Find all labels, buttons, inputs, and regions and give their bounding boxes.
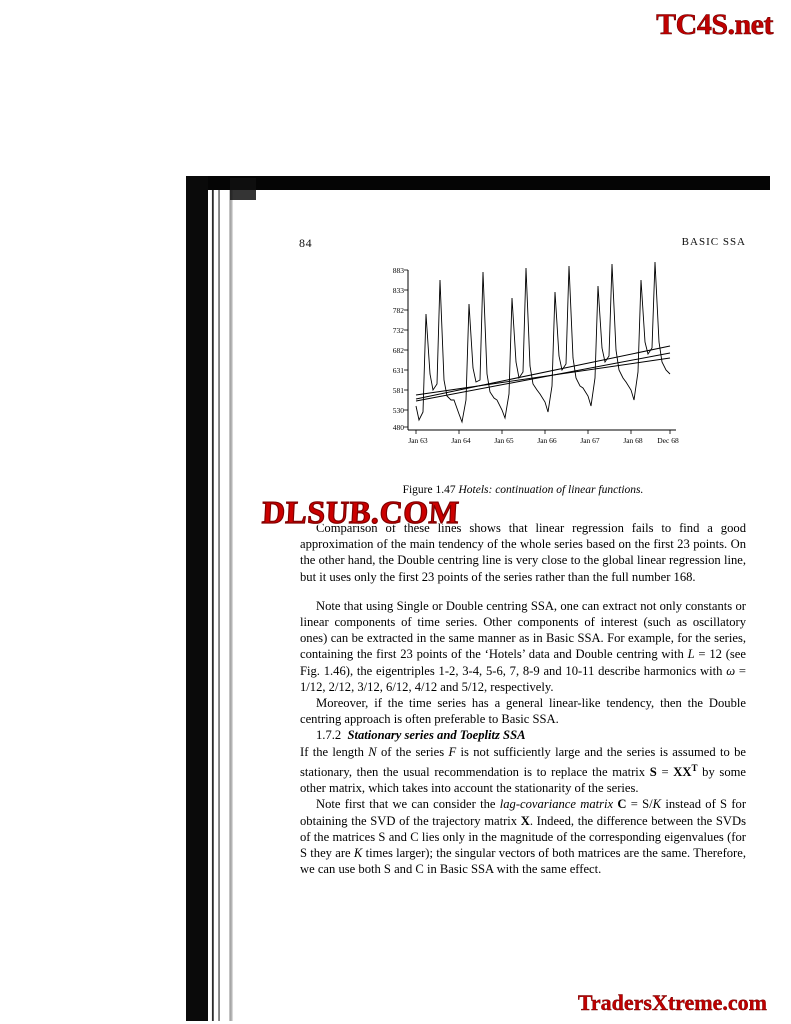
symbol-K: K: [652, 797, 662, 812]
svg-text:Dec 68: Dec 68: [657, 436, 679, 445]
symbol-XX: XX: [673, 765, 692, 780]
paragraph-5-part-2: = S/: [626, 797, 653, 812]
paragraph-5-part-5: times larger); the singular vectors of both matrices are the same. Therefore, we can use both S and C in Basic SSA with the same effect.: [300, 846, 746, 877]
paragraph-4-part-1: If the length: [300, 744, 369, 759]
symbol-X: X: [520, 813, 530, 828]
paragraph-4-part-4: by some other matrix, which takes into account the stationarity of the series.: [300, 765, 746, 796]
symbol-F: F: [448, 744, 457, 759]
svg-text:631: 631: [392, 366, 404, 375]
symbol-transpose: T: [691, 762, 698, 773]
figure-caption-number: Figure 1.47: [402, 484, 456, 496]
symbol-L: L: [687, 647, 695, 662]
svg-text:682: 682: [392, 346, 404, 355]
equals-sign: =: [656, 765, 674, 780]
scan-gutter-shadow: [208, 190, 254, 1021]
section-title: Stationary series and Toeplitz SSA: [347, 728, 526, 743]
paragraph-5-part-1: Note first that we can consider the: [316, 797, 500, 812]
figure-hotels-linear-continuation: [368, 262, 683, 457]
paragraph-3: Moreover, if the time series has a general linear-like tendency, then the Double centring approach is often preferable to Basic SSA.: [300, 696, 746, 727]
paragraph-5: [300, 796, 746, 877]
watermark-top-right: TC4S.net: [656, 8, 773, 41]
svg-text:530: 530: [392, 406, 404, 415]
scan-top-edge: [186, 176, 770, 190]
symbol-S: S: [649, 765, 657, 780]
symbol-C: C: [613, 797, 627, 812]
svg-text:Jan 67: Jan 67: [580, 436, 600, 445]
svg-text:782: 782: [392, 306, 404, 315]
paragraph-4: [300, 744, 746, 797]
paragraph-1: Comparison of these lines shows that linear regression fails to find a good approximation of the main tendency of the whole series based on the first 23 points. On the other hand, the Double centring line is very close to the global linear regression line, but it uses only the first 23 points of the series rather than the full number 168.: [300, 521, 746, 584]
section-number: 1.7.2: [316, 728, 342, 743]
watermark-bottom-right: TradersXtreme.com: [577, 990, 767, 1015]
svg-text:Jan 63: Jan 63: [408, 436, 428, 445]
svg-text:480: 480: [392, 423, 404, 432]
term-lag-covariance-matrix: lag-covariance matrix: [499, 797, 614, 812]
svg-text:732: 732: [392, 326, 404, 335]
scan-left-edge: [186, 176, 208, 1021]
section-heading: [300, 727, 746, 743]
symbol-N: N: [368, 744, 377, 759]
svg-text:Jan 68: Jan 68: [623, 436, 643, 445]
scan-corner-smudge: [230, 178, 256, 200]
paragraph-2-part-2: = 12 (see Fig. 1.46), the eigentriples 1-2, 3-4, 5-6, 7, 8-9 and 10-11 describe harmonics with: [300, 647, 746, 678]
page-header: [300, 236, 746, 252]
paragraph-4-part-3: is not sufficiently large and the series is assumed to be stationary, then the usual recommendation is to replace the matrix: [300, 744, 746, 780]
svg-text:581: 581: [392, 386, 404, 395]
paragraph-2: [300, 598, 746, 695]
svg-text:883: 883: [392, 266, 404, 275]
paragraph-4-part-2: of the series: [376, 744, 449, 759]
paragraph-2-part-1: Note that using Single or Double centring SSA, one can extract not only constants or linear components of time series. Other components of interest (such as oscillatory ones) can be extracted in the same manner as in Basic SSA. For example, for the series, containing the first 23 points of the ‘Hotels’ data and Double centring with: [300, 598, 746, 662]
paragraph-2-part-3: = 1/12, 2/12, 3/12, 6/12, 4/12 and 5/12, respectively.: [300, 663, 746, 694]
svg-text:Jan 65: Jan 65: [494, 436, 514, 445]
figure-chart-svg: [368, 262, 683, 457]
svg-text:833: 833: [392, 286, 404, 295]
paragraph-5-part-4: . Indeed, the difference between the SVDs of the matrices S and C lies only in the magnitude of the corresponding eigenvalues (for S they are: [300, 813, 746, 861]
symbol-K-2: K: [353, 846, 363, 861]
symbol-omega: ω: [726, 663, 736, 678]
svg-text:Jan 66: Jan 66: [537, 436, 557, 445]
paragraph-5-part-3: instead of S for obtaining the SVD of the trajectory matrix: [300, 797, 747, 828]
page-body-text: [300, 520, 746, 877]
page-number: 84: [299, 236, 313, 250]
svg-text:Jan 64: Jan 64: [451, 436, 471, 445]
running-head: [300, 236, 746, 252]
running-head-title: BASIC SSA: [681, 236, 746, 248]
watermark-center: DLSUB.COM: [261, 494, 461, 530]
figure-caption-text: Hotels: continuation of linear functions.: [458, 484, 644, 496]
